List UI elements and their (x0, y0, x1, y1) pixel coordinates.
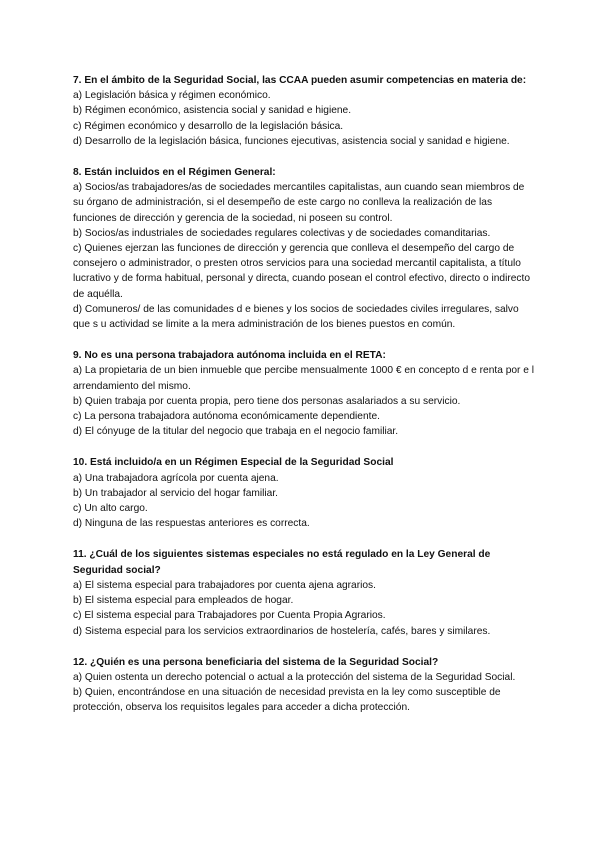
answer-option-c: c) Quienes ejerzan las funciones de dirección y gerencia que conlleva el desempeño del cargo de consejero o administrador, o presten otros servicios para una sociedad mercantil capitalista, a título lucrativo y de forma habitual, personal y directa, cuando posean el control efectivo, directo o indirecto de aquélla. (73, 243, 530, 300)
answer-option-b: b) Quien, encontrándose en una situación de necesidad prevista en la ley como susceptible de protección, observa los requisitos legales para acceder a dicha protección. (73, 687, 501, 714)
question-8 (73, 165, 535, 332)
answer-option-a: a) Socios/as trabajadores/as de sociedades mercantiles capitalistas, aun cuando sean miembros de su órgano de administración, si el desempeño de este cargo no conlleva la realización de las funciones de dirección y gerencia de la sociedad, ni poseen su control. (73, 182, 525, 224)
answer-option-c: c) La persona trabajadora autónoma económicamente dependiente. (73, 411, 380, 423)
answer-option-a: a) Una trabajadora agrícola por cuenta ajena. (73, 472, 279, 484)
answer-option-d: d) Sistema especial para los servicios extraordinarios de hostelería, cafés, bares y similares. (73, 625, 491, 637)
answer-option-c: c) Régimen económico y desarrollo de la legislación básica. (73, 120, 344, 132)
answer-option-d: d) Ninguna de las respuestas anteriores es correcta. (73, 518, 310, 530)
questions-list (73, 73, 535, 732)
question-11 (73, 547, 535, 638)
answer-option-c: c) Un alto cargo. (73, 503, 148, 515)
answer-option-d: d) Comuneros/ de las comunidades d e bienes y los socios de sociedades civiles irregulares, salvo que s u actividad se limite a la mera administración de los bienes puestos en común. (73, 303, 519, 331)
question-title: 10. Está incluido/a en un Régimen Especial de la Seguridad Social (73, 457, 394, 469)
answer-option-d: d) El cónyuge de la titular del negocio que trabaja en el negocio familiar. (73, 426, 399, 438)
question-9 (73, 348, 535, 439)
question-title: 11. ¿Cuál de los siguientes sistemas especiales no está regulado en la Ley General de Seguridad social? (73, 549, 491, 576)
answer-option-a: a) La propietaria de un bien inmueble que percibe mensualmente 1000 € en concepto d e renta por e l arrendamiento del mismo. (73, 365, 535, 392)
question-10 (73, 455, 535, 531)
answer-option-b: b) Régimen económico, asistencia social y sanidad e higiene. (73, 105, 352, 117)
answer-option-a: a) El sistema especial para trabajadores por cuenta ajena agrarios. (73, 579, 376, 591)
question-12 (73, 655, 535, 716)
question-title: 8. Están incluidos en el Régimen General: (73, 167, 276, 179)
answer-option-a: a) Legislación básica y régimen económico. (73, 90, 271, 102)
answer-option-d: d) Desarrollo de la legislación básica, funciones ejecutivas, asistencia social y sanidad e higiene. (73, 135, 510, 147)
question-title: 7. En el ámbito de la Seguridad Social, las CCAA pueden asumir competencias en materia de: (73, 75, 527, 86)
question-7 (73, 73, 535, 149)
answer-option-a: a) Quien ostenta un derecho potencial o actual a la protección del sistema de la Seguridad Social. (73, 671, 516, 683)
answer-option-b: b) Un trabajador al servicio del hogar familiar. (73, 487, 278, 499)
answer-option-b: b) Quien trabaja por cuenta propia, pero tiene dos personas asalariados a su servicio. (73, 395, 461, 407)
answer-option-b: b) El sistema especial para empleados de hogar. (73, 595, 294, 607)
answer-option-c: c) El sistema especial para Trabajadores por Cuenta Propia Agrarios. (73, 610, 386, 622)
answer-option-b: b) Socios/as industriales de sociedades regulares colectivas y de sociedades comanditarias. (73, 227, 491, 239)
question-title: 9. No es una persona trabajadora autónoma incluida en el RETA: (73, 350, 386, 362)
question-title: 12. ¿Quién es una persona beneficiaria del sistema de la Seguridad Social? (73, 656, 439, 668)
